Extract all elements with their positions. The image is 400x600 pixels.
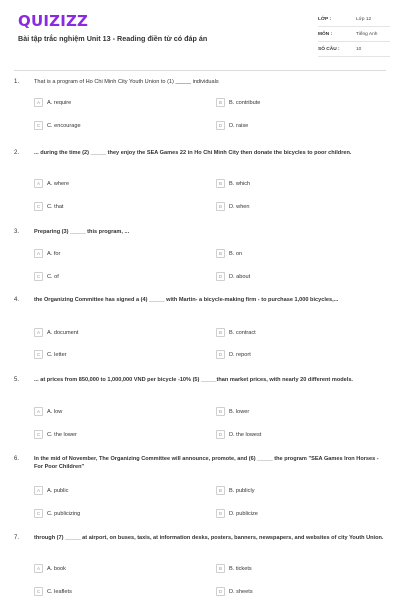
meta-info (318, 12, 390, 57)
option-b[interactable] (216, 328, 256, 337)
meta-key: SỐ CÂU : (318, 46, 340, 52)
option-a[interactable] (34, 328, 78, 337)
option-text: D. publicize (229, 510, 258, 517)
option-a[interactable] (34, 179, 69, 188)
option-text: B. tickets (229, 565, 252, 572)
question-number: 6. (14, 456, 20, 462)
option-text: B. publicly (229, 487, 255, 494)
option-text: C. encourage (47, 122, 81, 129)
option-letter: C (34, 202, 43, 211)
option-text: D. about (229, 273, 251, 280)
option-letter: C (34, 272, 43, 281)
option-letter: C (34, 587, 43, 596)
option-letter: B (216, 98, 225, 107)
meta-value: Lớp 12 (356, 16, 372, 22)
option-letter: D (216, 509, 225, 518)
option-text: D. report (229, 351, 251, 358)
question-number: 7. (14, 535, 20, 541)
option-letter: D (216, 272, 225, 281)
option-b[interactable] (216, 486, 255, 495)
option-text: A. where (47, 180, 70, 187)
option-d[interactable] (216, 202, 250, 211)
option-a[interactable] (34, 249, 60, 258)
option-d[interactable] (216, 509, 258, 518)
option-text: A. document (47, 329, 79, 336)
option-text: C. that (47, 203, 64, 210)
option-text: D. sheets (229, 588, 253, 595)
option-text: A. low (47, 408, 63, 415)
option-letter: B (216, 179, 225, 188)
option-text: D. the lowest (229, 431, 262, 438)
question-number: 4. (14, 297, 20, 303)
option-c[interactable] (34, 350, 67, 359)
question-number: 3. (14, 229, 20, 235)
option-c[interactable] (34, 509, 80, 518)
question-text: ... during the time (2) _____ they enjoy the SEA Games 22 in Ho Chi Minh City then donate the bicycles to poor children. (34, 150, 352, 156)
option-letter: D (216, 202, 225, 211)
meta-key: LỚP : (318, 16, 332, 22)
option-letter: B (216, 486, 225, 495)
option-letter: D (216, 350, 225, 359)
option-text: A. public (47, 487, 69, 494)
option-letter: D (216, 587, 225, 596)
option-text: A. book (47, 565, 66, 572)
option-text: A. for (47, 250, 61, 257)
option-text: D. raise (229, 122, 249, 129)
option-text: C. of (47, 273, 59, 280)
option-letter: B (216, 249, 225, 258)
quizizz-logo: QUIZIZZ (18, 12, 89, 30)
option-letter: D (216, 121, 225, 130)
option-text: B. lower (229, 408, 250, 415)
option-text: B. contract (229, 329, 256, 336)
question-text: ... at prices from 850,000 to 1,000,000 VND per bicycle -10% (5) _____than market prices, with nearly 20 different models. (34, 377, 353, 383)
option-c[interactable] (34, 121, 81, 130)
question-text: Preparing (3) _____ this program, ... (34, 229, 130, 235)
option-d[interactable] (216, 430, 261, 439)
meta-row-class (318, 12, 390, 27)
option-d[interactable] (216, 350, 251, 359)
meta-key: MÔN : (318, 31, 333, 37)
meta-row-subject (318, 27, 390, 42)
question-text: through (7) _____ at airport, on buses, taxis, at information desks, posters, banners, newspapers, and websites of city Youth Union. (34, 535, 384, 541)
option-b[interactable] (216, 249, 242, 258)
option-d[interactable] (216, 121, 248, 130)
option-b[interactable] (216, 98, 260, 107)
option-a[interactable] (34, 564, 66, 573)
option-text: A. require (47, 99, 72, 106)
option-text: C. publicizing (47, 510, 81, 517)
option-d[interactable] (216, 587, 253, 596)
option-letter: C (34, 350, 43, 359)
option-letter: A (34, 486, 43, 495)
question-number: 1. (14, 79, 20, 85)
option-c[interactable] (34, 430, 77, 439)
option-letter: B (216, 328, 225, 337)
meta-value: Tiếng Anh (356, 31, 378, 37)
option-a[interactable] (34, 407, 62, 416)
option-c[interactable] (34, 202, 63, 211)
question-text: In the mid of November, The Organizing Committee will announce, promote, and (6) _____ the program "SEA Games Iron Horses - For Poor Children" (34, 456, 379, 470)
meta-row-count (318, 42, 390, 57)
option-text: C. the lower (47, 431, 77, 438)
option-b[interactable] (216, 179, 250, 188)
option-text: B. contribute (229, 99, 261, 106)
option-letter: A (34, 564, 43, 573)
question-text: That is a program of Ho Chi Minh City Youth Union to (1) _____ individuals (34, 79, 219, 85)
option-letter: B (216, 407, 225, 416)
question-number: 2. (14, 150, 20, 156)
option-text: B. which (229, 180, 251, 187)
question-number: 5. (14, 377, 20, 383)
meta-value: 10 (356, 46, 362, 52)
option-text: C. letter (47, 351, 67, 358)
option-b[interactable] (216, 564, 252, 573)
option-b[interactable] (216, 407, 249, 416)
option-text: D. when (229, 203, 250, 210)
option-a[interactable] (34, 486, 68, 495)
option-letter: A (34, 98, 43, 107)
option-letter: B (216, 564, 225, 573)
page-title: Bài tập trắc nghiệm Unit 13 - Reading điền từ có đáp án (18, 34, 208, 43)
option-letter: C (34, 509, 43, 518)
option-text: B. on (229, 250, 243, 257)
header-divider (14, 70, 386, 71)
option-letter: D (216, 430, 225, 439)
option-text: C. leaflets (47, 588, 72, 595)
option-letter: C (34, 121, 43, 130)
option-letter: A (34, 328, 43, 337)
worksheet-header (0, 0, 400, 66)
option-a[interactable] (34, 98, 71, 107)
option-letter: A (34, 179, 43, 188)
option-c[interactable] (34, 272, 59, 281)
question-text: the Organizing Committee has signed a (4) _____ with Martin- a bicycle-making firm - to purchase 1,000 bicycles,... (34, 297, 339, 303)
option-letter: A (34, 407, 43, 416)
option-c[interactable] (34, 587, 72, 596)
option-letter: C (34, 430, 43, 439)
option-letter: A (34, 249, 43, 258)
option-d[interactable] (216, 272, 250, 281)
